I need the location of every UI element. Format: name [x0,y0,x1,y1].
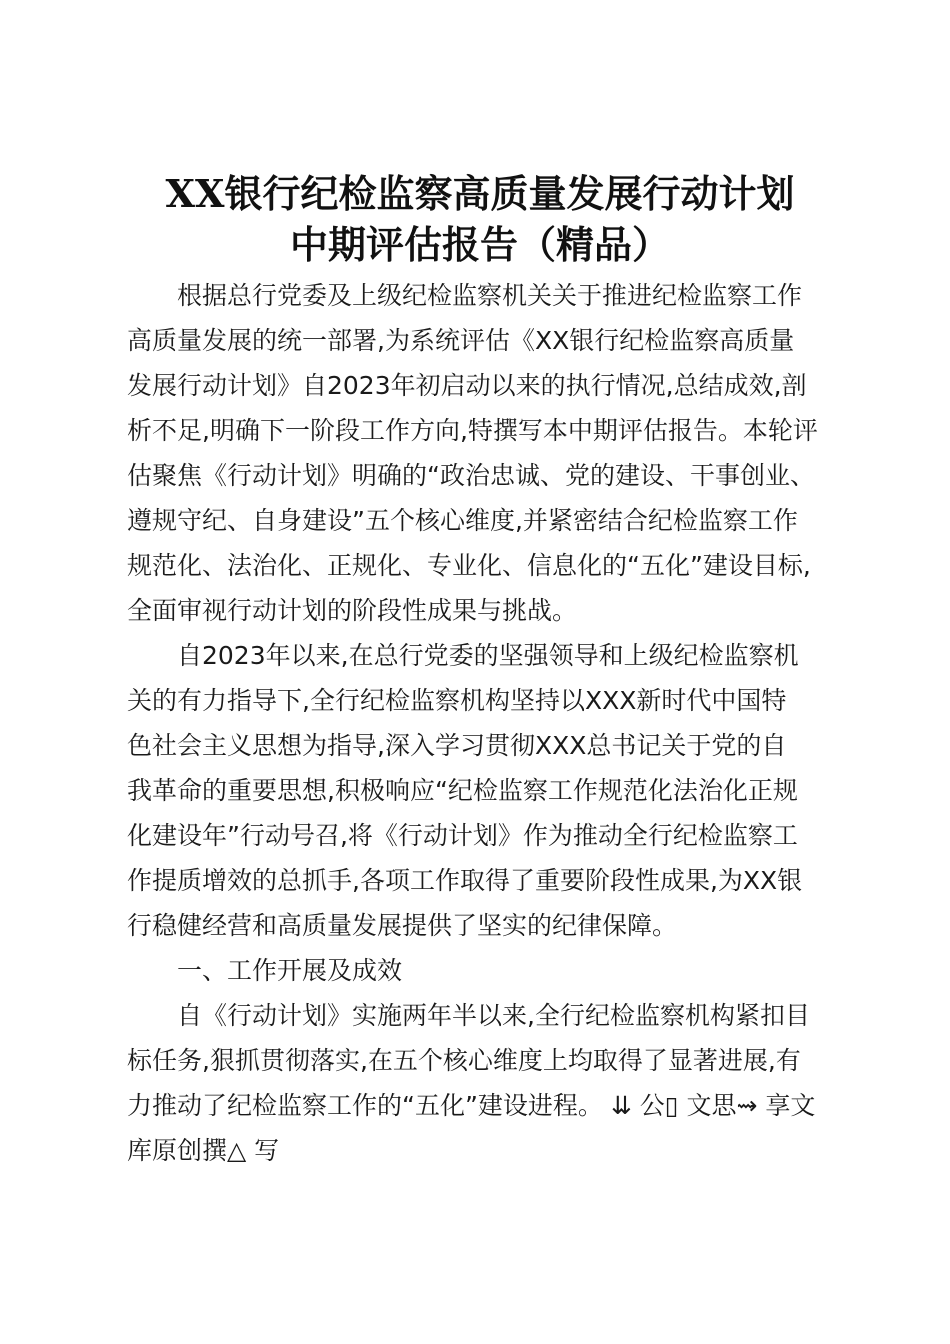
paragraph-3-line-2: 标任务,狠抓贯彻落实,在五个核心维度上均取得了显著进展,有 [127,1046,801,1075]
paragraph-1-line-3: 发展行动计划》自2023年初启动以来的执行情况,总结成效,剖 [127,371,807,400]
paragraph-2-line-6: 作提质增效的总抓手,各项工作取得了重要阶段性成果,为XX银 [127,866,803,895]
paragraph-1-line-2: 高质量发展的统一部署,为系统评估《XX银行纪检监察高质量 [127,326,795,355]
paragraph-3-line-1: 自《行动计划》实施两年半以来,全行纪检监察机构紧扣目 [177,1001,810,1030]
paragraph-1-line-1: 根据总行党委及上级纪检监察机关关于推进纪检监察工作 [177,281,803,310]
paragraph-2-line-2: 关的有力指导下,全行纪检监察机构坚持以XXX新时代中国特 [127,686,787,715]
paragraph-2-line-5: 化建设年”行动号召,将《行动计划》作为推动全行纪检监察工 [127,821,798,850]
paragraph-2-line-3: 色社会主义思想为指导,深入学习贯彻XXX总书记关于党的自 [127,731,787,760]
paragraph-1-line-4: 析不足,明确下一阶段工作方向,特撰写本中期评估报告。本轮评 [127,416,818,445]
paragraph-1-line-7: 规范化、法治化、正规化、专业化、信息化的“五化”建设目标, [127,551,811,580]
paragraph-1-line-6: 遵规守纪、自身建设”五个核心维度,并紧密结合纪检监察工作 [127,506,798,535]
paragraph-2-line-7: 行稳健经营和高质量发展提供了坚实的纪律保障。 [127,911,678,940]
document-title-line-2: 中期评估报告（精品） [289,222,670,267]
paragraph-3-line-3: 力推动了纪检监察工作的“五化”建设进程。 ⇊ 公▯ 文思⇝ 享文 [127,1091,816,1120]
document-title-line-1: XX银行纪检监察高质量发展行动计划 [165,171,795,216]
paragraph-1-line-8: 全面审视行动计划的阶段性成果与挑战。 [127,596,578,625]
paragraph-3-line-4: 库原创撰△ 写 [127,1136,280,1165]
section-heading-1: 一、工作开展及成效 [177,956,403,985]
paragraph-1-line-5: 估聚焦《行动计划》明确的“政治忠诚、党的建设、干事创业、 [127,461,815,490]
paragraph-2-line-1: 自2023年以来,在总行党委的坚强领导和上级纪检监察机 [177,641,799,670]
paragraph-2-line-4: 我革命的重要思想,积极响应“纪检监察工作规范化法治化正规 [127,776,798,805]
